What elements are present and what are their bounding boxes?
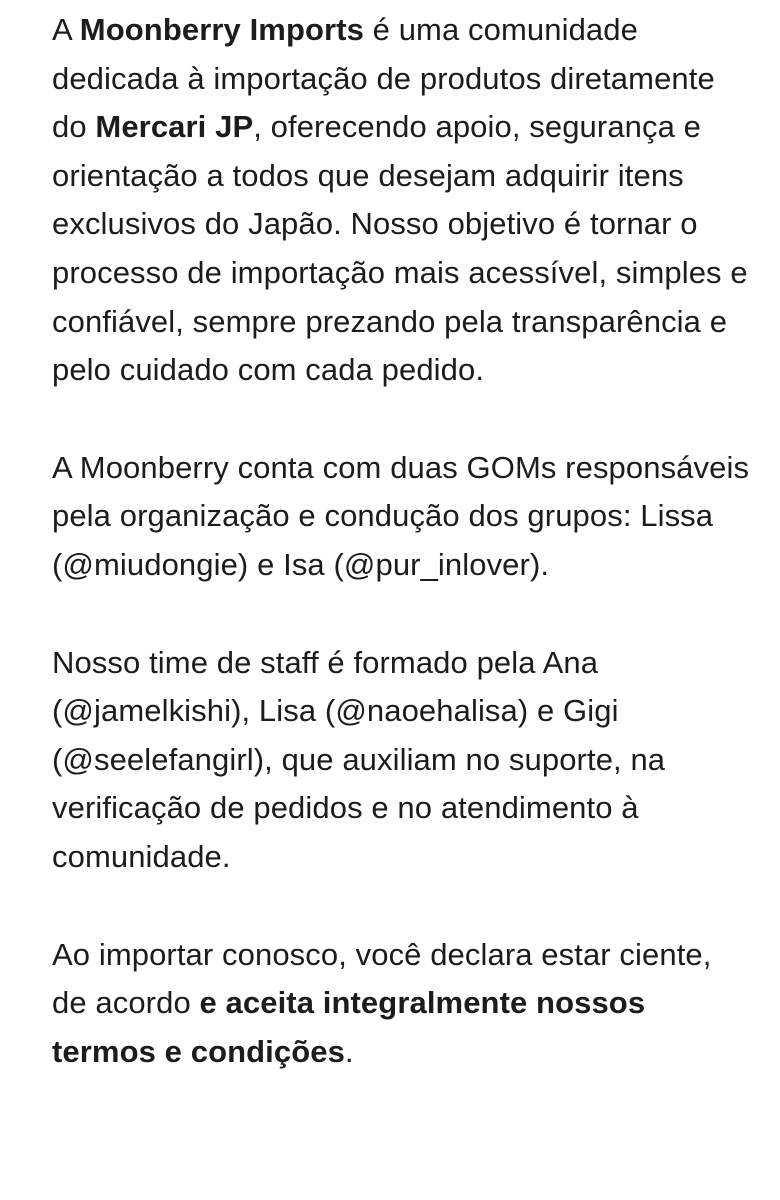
intro-text-start: A [52, 12, 80, 47]
document-body [52, 6, 752, 1076]
staff-paragraph: Nosso time de staff é formado pela Ana (@jamelkishi), Lisa (@naoehalisa) e Gigi (@seelefangirl), que auxiliam no suporte, na verificação de pedidos e no atendimento à comunidade. [52, 644, 666, 874]
intro-text-middle: é uma comunidade dedicada à importação de produtos diretamente do [52, 12, 715, 145]
goms-paragraph: A Moonberry conta com duas GOMs responsáveis pela organização e condução dos grupos: Lissa (@miudongie) e Isa (@pur_inlover). [52, 449, 750, 582]
intro-paragraph [52, 6, 752, 395]
intro-text-end: , oferecendo apoio, segurança e orientação a todos que desejam adquirir itens exclusivos do Japão. Nosso objetivo é tornar o processo de importação mais acessível, simples e confiável, sempre prezando pela transparência e pelo cuidado com cada pedido. [52, 109, 748, 388]
brand-name: Moonberry Imports [79, 12, 364, 47]
terms-text-start: Ao importar conosco, você declara estar ciente, de acordo [52, 936, 712, 1021]
site-name: Mercari JP [95, 109, 254, 145]
terms-emphasis: e aceita integralmente nossos termos e condições [52, 985, 646, 1069]
terms-text-end: . [344, 1033, 354, 1069]
terms-paragraph [52, 931, 752, 1077]
